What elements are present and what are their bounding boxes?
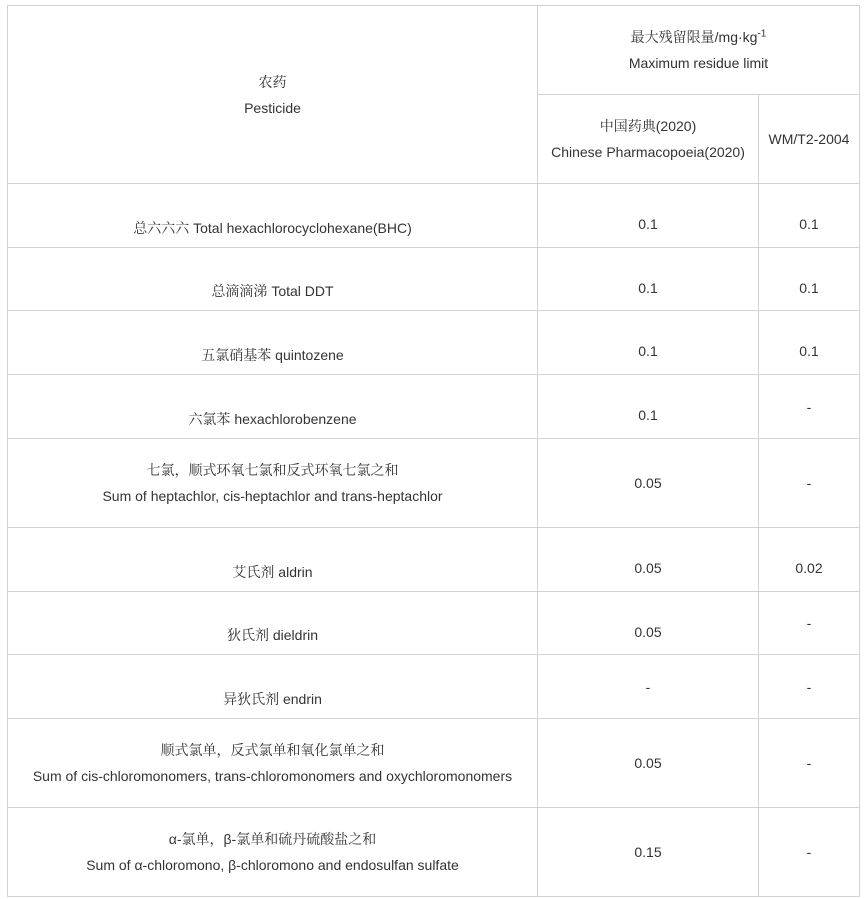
cp-value-cell: 0.1 xyxy=(538,248,759,311)
pesticide-cell: 六氯苯 hexachlorobenzene xyxy=(8,375,538,439)
pesticide-cell: 总滴滴涕 Total DDT xyxy=(8,248,538,311)
pesticide-cell: 总六六六 Total hexachlorocyclohexane(BHC) xyxy=(8,184,538,248)
table-row xyxy=(8,592,860,655)
cp-value-cell: 0.1 xyxy=(538,311,759,375)
cp-value-cell: - xyxy=(538,655,759,719)
wm-value-cell: 0.1 xyxy=(759,248,860,311)
wm-value-cell: - xyxy=(759,439,860,528)
cp-value-cell: 0.15 xyxy=(538,808,759,897)
cp-value-cell: 0.1 xyxy=(538,184,759,248)
wm-value-cell: 0.1 xyxy=(759,184,860,248)
mrl-header-en: Maximum residue limit xyxy=(628,55,769,71)
pesticide-header-en: Pesticide xyxy=(244,99,301,116)
pesticide-cell: 七氯，顺式环氧七氯和反式环氧七氯之和 Sum of heptachlor, cis-heptachlor and trans-heptachlor xyxy=(8,439,538,528)
cp-header-cn: 中国药典(2020) xyxy=(599,118,697,134)
pesticide-cell: 顺式氯单，反式氯单和氧化氯单之和 Sum of cis-chloromonomers, trans-chloromonomers and oxychloromonomers xyxy=(8,719,538,808)
cp-header-en: Chinese Pharmacopoeia(2020) xyxy=(551,144,745,160)
wm-value-cell: - xyxy=(759,808,860,897)
cp-value-cell: 0.05 xyxy=(538,592,759,655)
pesticide-cell: α-氯单，β-氯单和硫丹硫酸盐之和 Sum of α-chloromono, β-chloromono and endosulfan sulfate xyxy=(8,808,538,897)
wm-value-cell: - xyxy=(759,655,860,719)
cp-value-cell: 0.1 xyxy=(538,375,759,439)
table-row xyxy=(8,655,860,719)
residue-limit-table xyxy=(7,5,860,897)
pesticide-cell: 艾氏剂 aldrin xyxy=(8,528,538,592)
mrl-unit-exponent: -1 xyxy=(757,28,767,40)
wm-header xyxy=(759,95,860,184)
table-row xyxy=(8,808,860,897)
mrl-header xyxy=(538,6,860,95)
cp-value-cell: 0.05 xyxy=(538,528,759,592)
pesticide-cell: 五氯硝基苯 quintozene xyxy=(8,311,538,375)
pesticide-cell: 狄氏剂 dieldrin xyxy=(8,592,538,655)
pesticide-header-cn: 农药 xyxy=(258,73,287,90)
table-row xyxy=(8,375,860,439)
wm-header-label: WM/T2-2004 xyxy=(768,131,850,147)
mrl-header-cn: 最大残留限量$/mg\cdot kg^{-1}$ xyxy=(630,28,767,45)
wm-value-cell: 0.02 xyxy=(759,528,860,592)
table-row xyxy=(8,184,860,248)
pesticide-cell: 异狄氏剂 endrin xyxy=(8,655,538,719)
cp-header xyxy=(538,95,759,184)
table-row xyxy=(8,248,860,311)
cp-value-cell: 0.05 xyxy=(538,719,759,808)
wm-value-cell: - xyxy=(759,719,860,808)
wm-value-cell: - xyxy=(759,592,860,655)
table-row xyxy=(8,439,860,528)
header-row-1 xyxy=(8,6,860,95)
table-row xyxy=(8,311,860,375)
pesticide-header xyxy=(8,6,538,184)
wm-value-cell: - xyxy=(759,375,860,439)
wm-value-cell: 0.1 xyxy=(759,311,860,375)
table-row xyxy=(8,528,860,592)
cp-value-cell: 0.05 xyxy=(538,439,759,528)
table-row xyxy=(8,719,860,808)
